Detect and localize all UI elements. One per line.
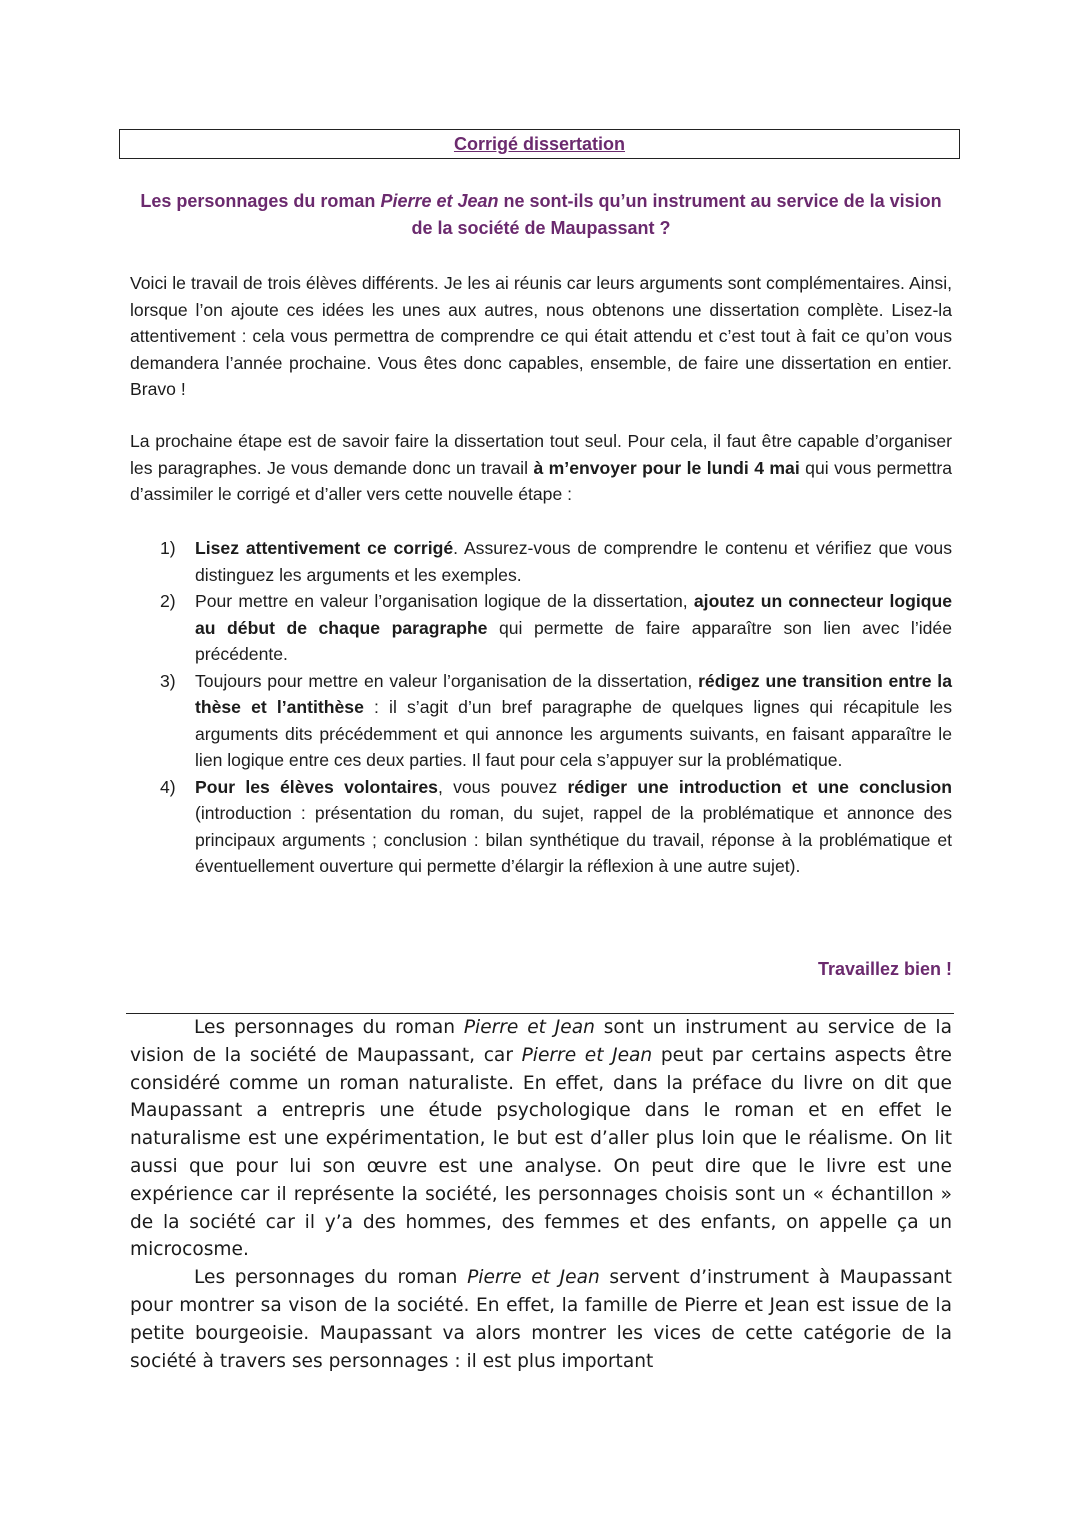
list-item (160, 535, 952, 588)
next-step-text-1: La prochaine étape est de savoir faire la dissertation tout seul. Pour cela, il faut être capable d’organiser les paragraphes. Je vous demande donc un travail (130, 431, 952, 478)
step-bold: Lisez attentivement ce corrigé (195, 538, 454, 558)
list-number: 1) (160, 538, 176, 558)
instruction-list (160, 535, 952, 880)
step-bold: Pour les élèves volontaires (195, 776, 438, 797)
essay-text: Les personnages du roman (194, 1267, 468, 1289)
essay-paragraph (130, 1014, 952, 1264)
essay-text: servent d’instrument à Maupassant pour montrer sa vison de la société. En effet, la famille de Pierre et Jean est issue de la petite bourgeoisie. Maupassant va alors montrer les vices de cette catégorie de la société à travers ses personnages : il est plus important (130, 1267, 952, 1372)
step-text: Pour mettre en valeur l’organisation logique de la dissertation, (195, 591, 694, 611)
essay-text: Les personnages du roman (194, 1017, 464, 1038)
essay-body (130, 1014, 952, 1375)
step-text: (introduction : présentation du roman, du sujet, rappel de la problématique et annonce des principaux arguments ; conclusion : bilan synthétique du travail, réponse à la problématique et éventuellement ouverture qui permette d’élargir la réflexion à une autre sujet). (195, 803, 952, 876)
next-step-text-2: qui vous permettra d’assimiler le corrigé et d’aller vers cette nouvelle étape : (130, 457, 952, 504)
list-number: 3) (160, 670, 176, 691)
step-text: , vous pouvez (437, 776, 568, 797)
page-title: Corrigé dissertation (453, 134, 626, 154)
list-number: 2) (160, 591, 176, 611)
list-item (160, 588, 952, 668)
step-text: qui permette de faire apparaître son lien avec l’idée précédente. (195, 617, 952, 664)
essay-text: sont un instrument au service de la vision de la société de Maupassant, car (130, 1017, 952, 1066)
question-text-1: Les personnages du roman (140, 191, 381, 211)
step-text: Toujours pour mettre en valeur l’organisation de la dissertation, (195, 670, 699, 691)
deadline: à m’envoyer pour le lundi 4 mai (533, 457, 800, 478)
list-number: 4) (160, 776, 176, 797)
title-box (119, 129, 960, 159)
list-item (160, 668, 952, 774)
question-novel-title: Pierre et Jean (380, 191, 499, 211)
dissertation-question (130, 188, 952, 242)
step-text: . Assurez-vous de comprendre le contenu et vérifiez que vous distinguez les arguments et les exemples. (195, 538, 952, 585)
novel-title: Pierre et Jean (521, 1044, 653, 1066)
next-step-paragraph (130, 428, 952, 508)
step-bold: rédigez une transition entre la thèse et l’antithèse (195, 670, 952, 717)
intro-paragraph: Voici le travail de trois élèves différents. Je les ai réunis car leurs arguments sont complémentaires. Ainsi, lorsque l’on ajoute ces idées les unes aux autres, nous obtenons une dissertation complète. Lisez-la attentivement : cela vous permettra de comprendre ce qui était attendu et c’est tout à fait ce qu’on vous demandera l’année prochaine. Vous êtes donc capables, ensemble, de faire une dissertation en entier. Bravo ! (130, 273, 952, 399)
essay-paragraph (130, 1264, 952, 1375)
essay-text: peut par certains aspects être considéré comme un roman naturaliste. En effet, dans la préface du livre on dit que Maupassant a entrepris une étude psychologique dans le roman et en effet le naturalisme est une expérimentation, le but est d’aller plus loin que le réalisme. On lit aussi que pour lui son œuvre est une analyse. On peut dire que le livre est une expérience car il représente la société, les personnages choisis sont un « échantillon » de la société car il y’a des hommes, des femmes et des enfants, on appelle ça un microcosme. (130, 1044, 952, 1261)
question-text-2: ne sont-ils qu’un instrument au service de la vision de la société de Maupassant ? (411, 191, 942, 238)
novel-title: Pierre et Jean (467, 1267, 600, 1289)
step-bold: ajoutez un connecteur logique au début de chaque paragraphe (195, 591, 952, 638)
step-text: : il s’agit d’un bref paragraphe de quelques lignes qui récapitule les arguments dits précédemment et qui annonce les arguments suivants, en faisant apparaître le lien logique entre ces deux parties. Il faut pour cela s’appuyer sur la problématique. (195, 697, 953, 770)
novel-title: Pierre et Jean (463, 1017, 595, 1038)
sign-off: Travaillez bien ! (817, 959, 952, 979)
list-item (160, 774, 952, 880)
step-bold: rédiger une introduction et une conclusion (567, 776, 952, 797)
